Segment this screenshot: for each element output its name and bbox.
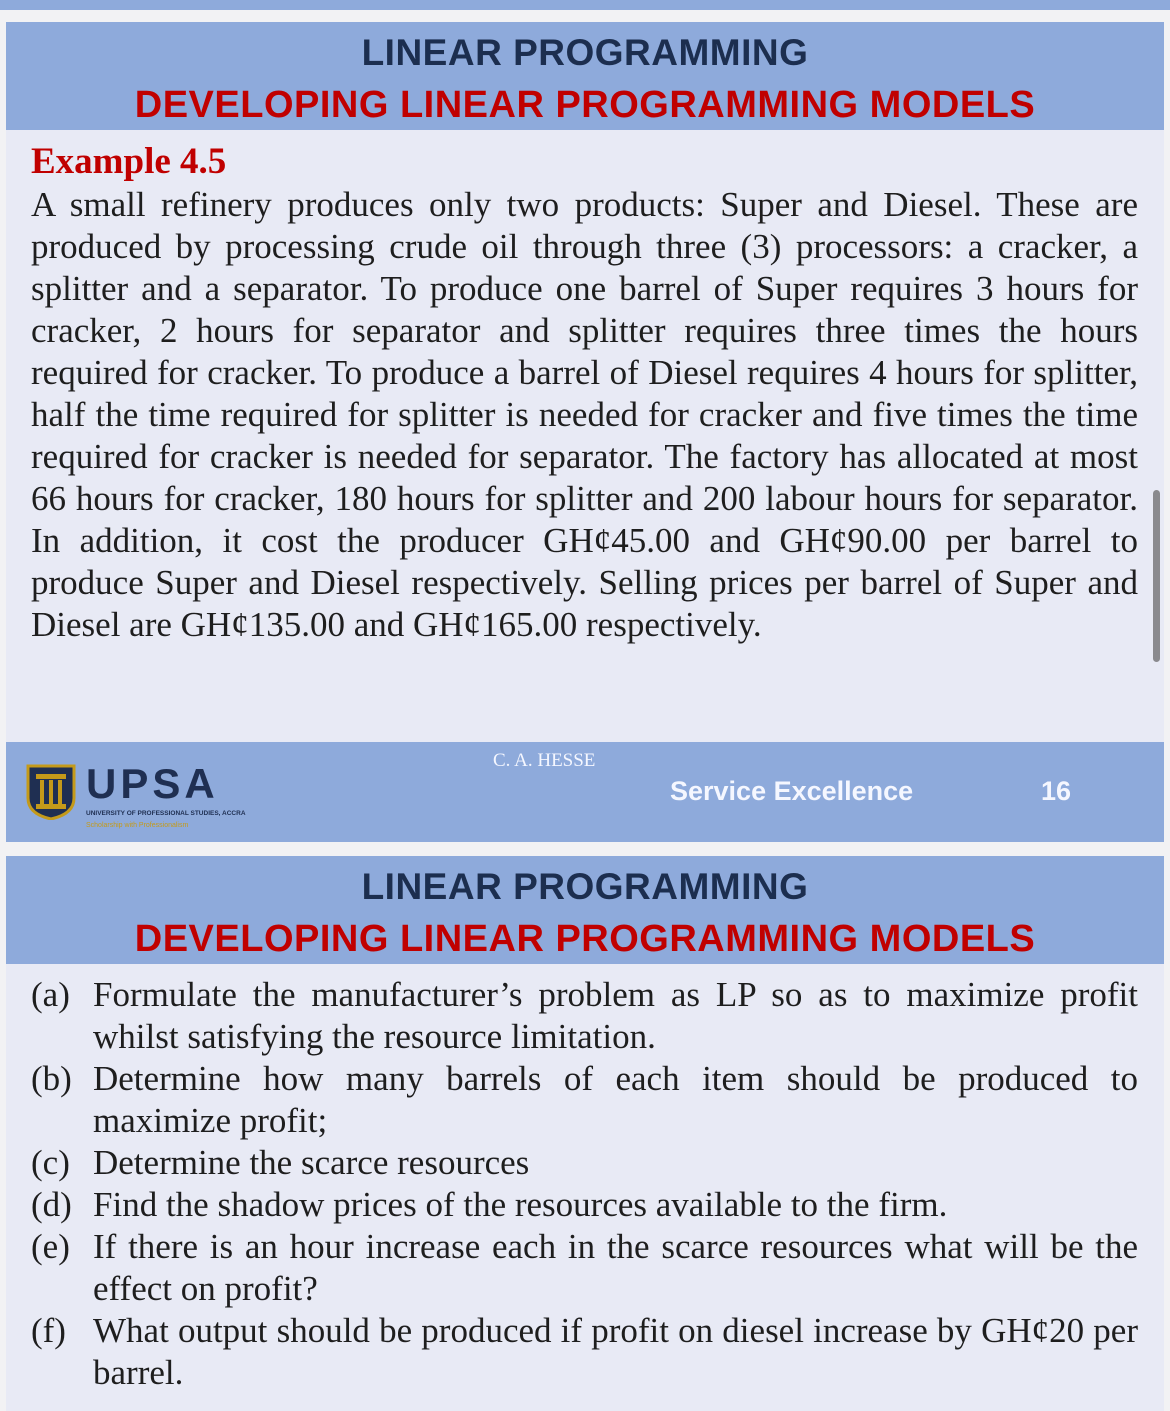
question-item — [31, 1184, 1138, 1226]
page-number: 16 — [1041, 776, 1072, 806]
question-text: Determine how many barrels of each item should be produced to maximize profit; — [93, 1059, 1138, 1140]
question-item — [31, 1142, 1138, 1184]
author-name: C. A. HESSE — [493, 750, 596, 771]
slide-subtitle: DEVELOPING LINEAR PROGRAMMING MODELS — [134, 84, 1036, 126]
example-heading: Example 4.5 — [31, 141, 227, 182]
question-text: Determine the scarce resources — [93, 1143, 530, 1182]
previous-slide-edge — [0, 0, 1170, 10]
question-marker: (d) — [31, 1185, 72, 1224]
logo-university-name: UNIVERSITY OF PROFESSIONAL STUDIES, ACCRA — [86, 810, 246, 817]
problem-statement: A small refinery produces only two products: Super and Diesel. These are produced by processing crude oil through three (3) processors: a cracker, a splitter and a separator. To produce one barrel of Super requires 3 hours for cracker, 2 hours for separator and splitter requires three times the hours required for cracker. To produce a barrel of Diesel requires 4 hours for splitter, half the time required for splitter is needed for cracker and five times the time required for cracker is needed for separator. The factory has allocated at most 66 hours for cracker, 180 hours for splitter and 200 labour hours for separator. In addition, it cost the producer GH¢45.00 and GH¢90.00 per barrel to produce Super and Diesel respectively. Selling prices per barrel of Super and Diesel are GH¢135.00 and GH¢165.00 respectively. — [31, 185, 1138, 644]
footer-motto: Service Excellence — [670, 776, 914, 806]
question-item — [31, 1226, 1138, 1310]
question-text: Find the shadow prices of the resources available to the firm. — [93, 1185, 948, 1224]
question-item — [31, 1310, 1138, 1394]
question-item — [31, 974, 1138, 1058]
slide-subtitle: DEVELOPING LINEAR PROGRAMMING MODELS — [134, 918, 1036, 960]
slide-questions — [6, 856, 1164, 1411]
logo-tagline: Scholarship with Professionalism — [86, 822, 189, 829]
question-text: If there is an hour increase each in the scarce resources what will be the effect on profit? — [93, 1227, 1138, 1308]
slide-title: LINEAR PROGRAMMING — [361, 32, 809, 73]
question-text: Formulate the manufacturer’s problem as LP so as to maximize profit whilst satisfying the resource limitation. — [93, 975, 1138, 1056]
upsa-emblem-icon — [26, 764, 76, 820]
slide-title: LINEAR PROGRAMMING — [361, 866, 809, 907]
logo-wordmark: UPSA — [86, 760, 219, 807]
scrollbar-thumb[interactable] — [1153, 490, 1160, 662]
question-marker: (e) — [31, 1227, 70, 1266]
question-item — [31, 1058, 1138, 1142]
upsa-logo — [26, 756, 246, 831]
question-marker: (a) — [31, 975, 70, 1014]
slide-header — [6, 22, 1164, 130]
question-marker: (c) — [31, 1143, 70, 1182]
question-marker: (f) — [31, 1311, 66, 1350]
slide-header — [6, 856, 1164, 964]
slide-footer — [6, 742, 1164, 842]
question-list — [31, 974, 1138, 1394]
slide-example — [6, 22, 1164, 842]
question-text: What output should be produced if profit on diesel increase by GH¢20 per barrel. — [93, 1311, 1138, 1392]
question-marker: (b) — [31, 1059, 72, 1098]
